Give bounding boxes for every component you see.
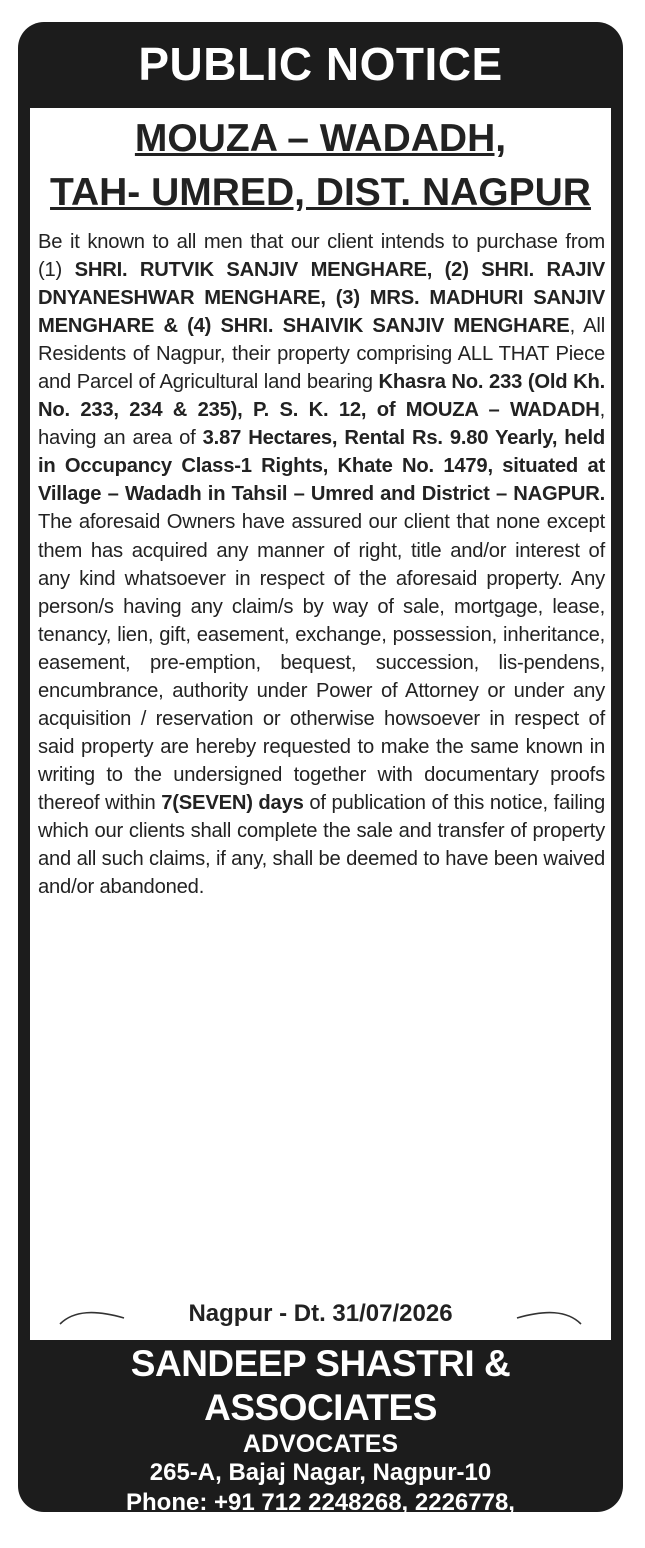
body-text-segment: , All Residents of Nagpur, their property comprising ALL THAT Piece and Parcel of Agricultural land bearing	[38, 315, 605, 394]
body-text-segment: The aforesaid Owners have assured our client that none except them has acquired any manner of right, title and/or interest of any kind whatsoever in respect of the aforesaid property. Any person/s having any claim/s by way of sale, mortgage, lease, tenancy, lien, gift, easement, exchange, possession, inheritance, easement, pre-emption, bequest, succession, lis-pendens, encumbrance, authority under Power of Attorney or under any acquisition / reservation or otherwise howsoever in respect of said property are hereby requested to make the same known in writing to the undersigned together with documentary proofs thereof within	[38, 511, 605, 814]
body-text-segment: , having an area of	[38, 399, 605, 450]
notice-body-text	[38, 228, 605, 901]
body-text-segment: of publication of this notice, failing which our clients shall complete the sale and transfer of property and all such claims, if any, shall be deemed to have been waived and/or abandoned.	[38, 791, 605, 899]
firm-name: SANDEEP SHASTRI & ASSOCIATES	[130, 1343, 511, 1428]
body-text-segment: Be it known to all men that our client intends to purchase from (1)	[38, 231, 605, 282]
notice-title: PUBLIC NOTICE	[138, 38, 503, 90]
notice-subtitle-mouza: MOUZA – WADADH,	[134, 117, 507, 160]
advocate-footer	[18, 1342, 623, 1548]
public-notice-box	[18, 22, 623, 1546]
right-flourish-icon	[515, 1306, 585, 1326]
body-bold-segment: SHRI. RUTVIK SANJIV MENGHARE, (2) SHRI. RAJIV DNYANESHWAR MENGHARE, (3) MRS. MADHURI SANJIV MENGHARE & (4) SHRI. SHAIVIK SANJIV MENGHARE	[38, 259, 606, 338]
body-bold-segment: 3.87 Hectares, Rental Rs. 9.80 Yearly, held in Occupancy Class-1 Rights, Khate No. 1479, situated at Village – Wadadh in Tahsil – Umred and District – NAGPUR.	[38, 427, 605, 506]
body-bold-segment: Khasra No. 233 (Old Kh. No. 233, 234 & 235), P. S. K. 12, of MOUZA – WADADH	[38, 371, 605, 422]
notice-subtitle-district: TAH- UMRED, DIST. NAGPUR	[50, 171, 591, 214]
firm-phone: Phone: +91 712 2248268, 2226778,	[126, 1489, 515, 1516]
firm-mobile: Mobile No. 9850361454	[189, 1519, 452, 1546]
body-bold-segment: 7(SEVEN) days	[161, 791, 304, 814]
dateline: Nagpur - Dt. 31/07/2026	[188, 1300, 453, 1327]
firm-address: 265-A, Bajaj Nagar, Nagpur-10	[149, 1459, 492, 1486]
notice-content	[30, 108, 611, 1340]
firm-role: ADVOCATES	[242, 1430, 399, 1458]
